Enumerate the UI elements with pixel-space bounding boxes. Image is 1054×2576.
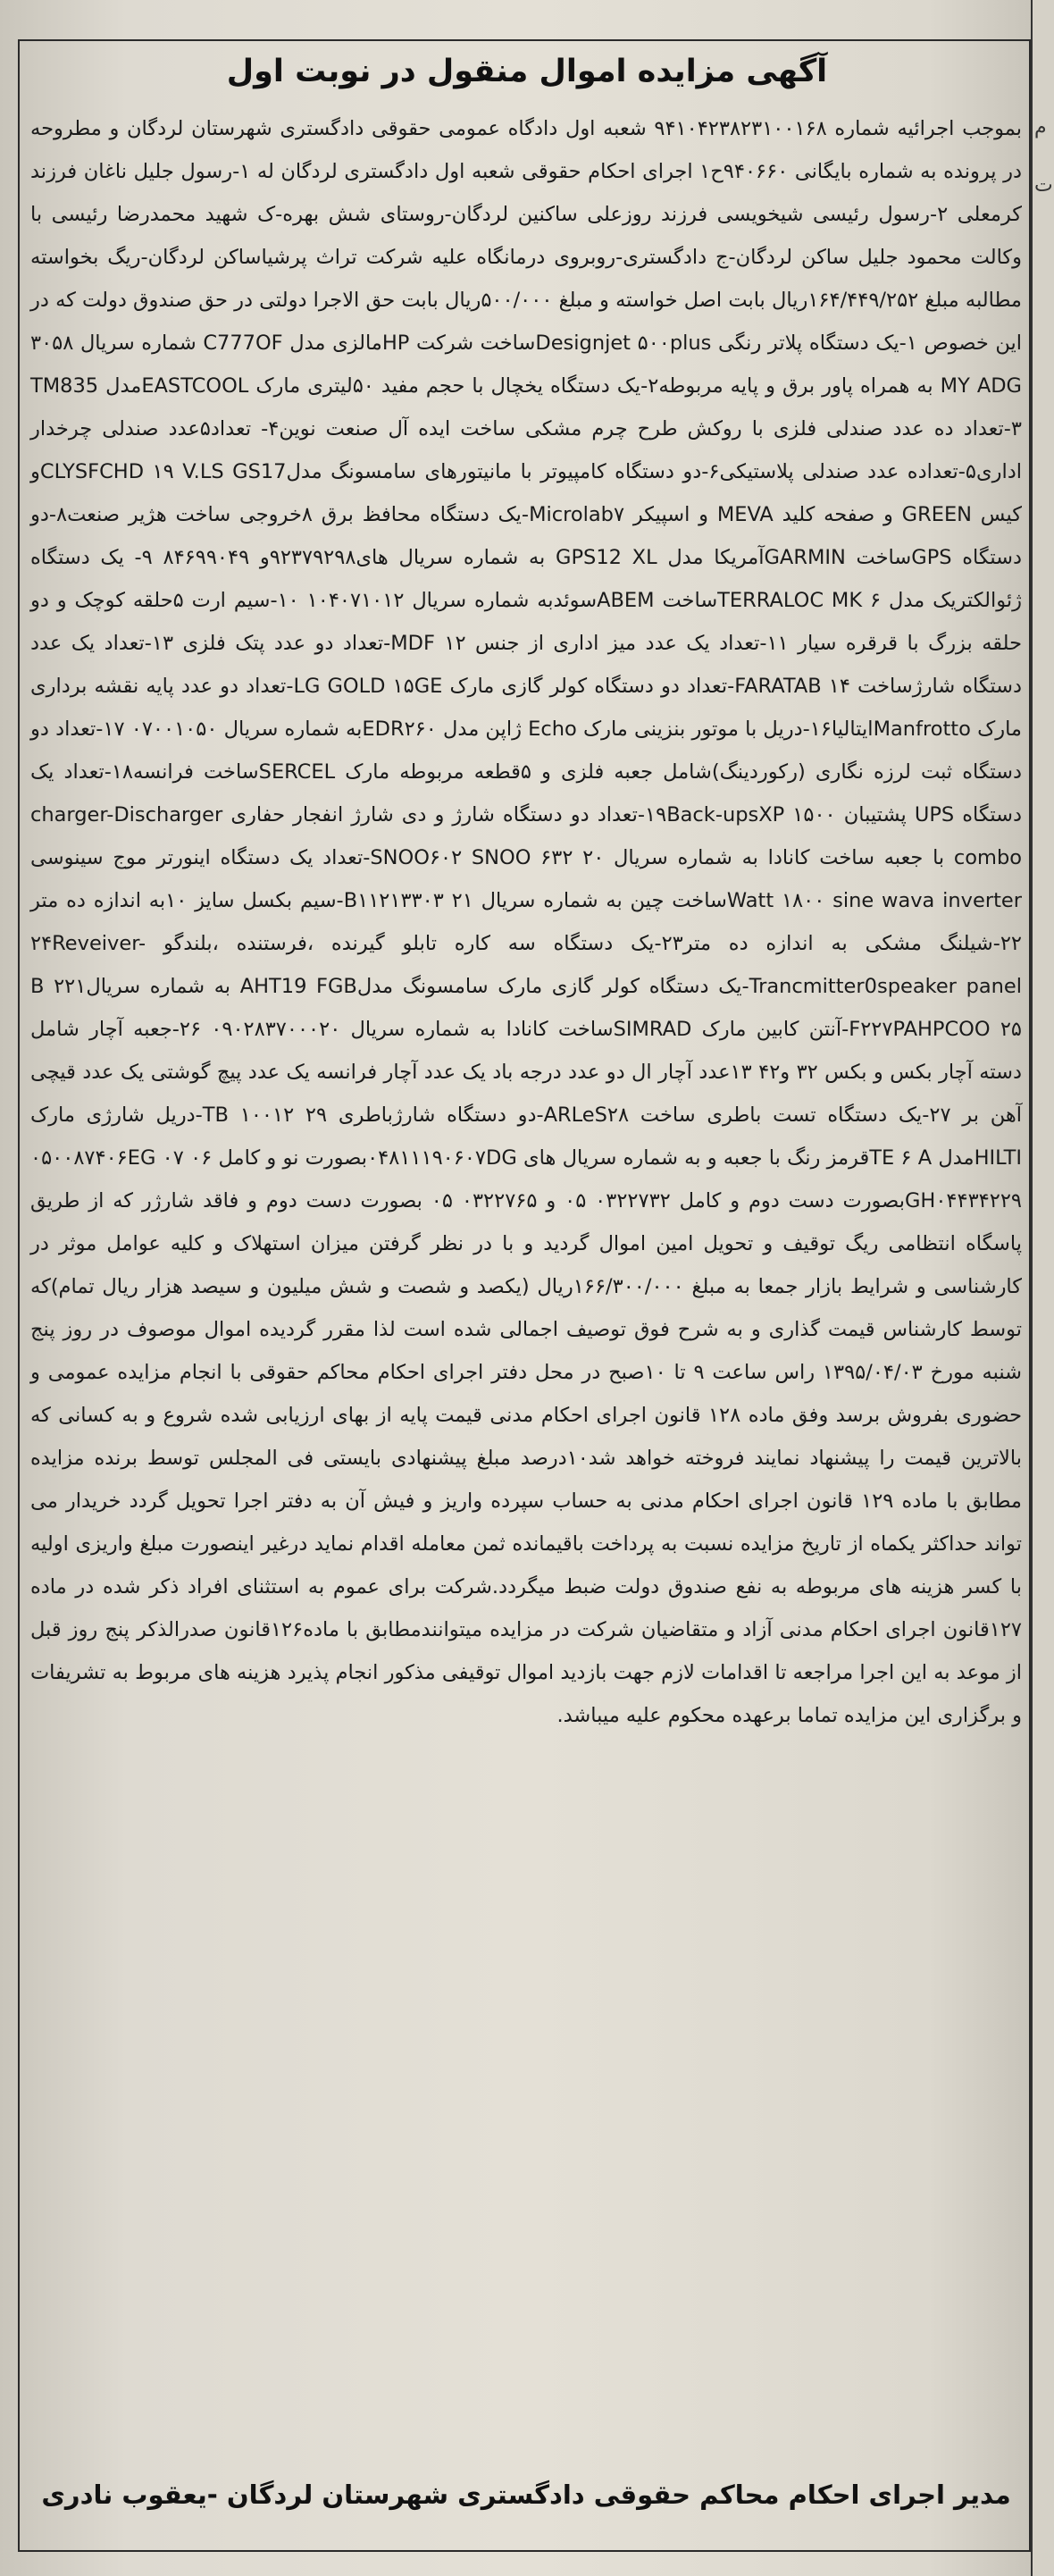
- adjacent-column-text: ت: [1034, 174, 1053, 197]
- adjacent-column-text: م: [1034, 116, 1047, 138]
- adjacent-column-edge: [1031, 0, 1054, 2576]
- notice-title: آگهی مزایده اموال منقول در نوبت اول: [226, 54, 828, 89]
- notice-signature: مدیر اجرای احکام محاکم حقوقی دادگستری شهرستان لردگان -یعقوب نادری: [41, 2480, 1011, 2510]
- notice-body: [30, 107, 1022, 1737]
- notice-body-paragraph: بموجب اجرائیه شماره ۹۴۱۰۴۲۳۸۲۳۱۰۰۱۶۸ شعبه اول دادگاه عمومی حقوقی دادگستری شهرستان لردگان و مطروحه در پرونده به شماره بایگانی ۹۴۰۶۶۰ح۱ اجرای احکام حقوقی شعبه اول دادگستری لردگان له ۱-رسول جلیل ناغان فرزند کرمعلی ۲-رسول رئیسی شیخویسی فرزند روزعلی ساکنین لردگان-روستای شش بهره-ک شهید محمدرضا رئیسی با وکالت محمود جلیل ساکن لردگان-ج دادگستری-روبروی درمانگاه علیه شرکت تراث پرشیاساکن لردگان-ریگ بخواسته مطالبه مبلغ ۱۶۴/۴۴۹/۲۵۲ریال بابت اصل خواسته و مبلغ ۵۰۰/۰۰۰ریال بابت حق الاجرا دولتی در حق صندوق دولت که در این خصوص ۱-یک دستگاه پلاتر رنگی Designjet ۵۰۰plusساخت شرکت HPمالزی مدل C777OF شماره سریال ۳۰۵۸ MY ADG به همراه پاور برق و پایه مربوطه۲-یک دستگاه یخچال با حجم مفید ۵۰لیتری مارک EASTCOOLمدل TM835 ۳-تعداد ده عدد صندلی فلزی با روکش طرح چرم مشکی ساخت ایده آل صنعت نوین۴- تعداد۵عدد صندلی چرخدار اداری۵-تعداده عدد صندلی پلاستیکی۶-دو دستگاه کامپیوتر با مانیتورهای سامسونگ مدلCLYSFCHD ۱۹ V.LS GS17و کیس GREEN و صفحه کلید MEVA و اسپیکر Microlab۷-یک دستگاه محافظ برق ۸خروجی ساخت هژیر صنعت۸-دو دستگاه GPSساخت GARMINآمریکا مدل GPS12 XL به شماره سریال های۹۲۳۷۹۲۹۸و ۸۴۶۹۹۰۴۹ ۹- یک دستگاه ژئوالکتریک مدل ۶ TERRALOC MKساخت ABEMسوئدبه شماره سریال ۱۰۴۰۷۱۰۱۲ ۱۰-سیم ارت ۵حلقه کوچک و دو حلقه بزرگ با قرقره سیار ۱۱-تعداد یک عدد میز اداری از جنس MDF ۱۲-تعداد دو عدد پتک فلزی ۱۳-تعداد یک عدد دستگاه شارژساخت FARATAB ۱۴-تعداد دو دستگاه کولر گازی مارک LG GOLD ۱۵GE-تعداد دو عدد پایه نقشه برداری مارک Manfrottoایتالیا۱۶-دریل با موتور بنزینی مارک Echo ژاپن مدل EDR۲۶۰به شماره سریال ۰۷۰۰۱۰۵۰ ۱۷-تعداد دو دستگاه ثبت لرزه نگاری (رکوردینگ)شامل جعبه فلزی و ۵قطعه مربوطه مارک SERCELساخت فرانسه۱۸-تعداد یک دستگاه UPS پشتیبان ۱۵۰۰ ۱۹Back-upsXP-تعداد دو دستگاه شارژ و دی شارژ انفجار حفاری charger-Discharger combo با جعبه ساخت کانادا به شماره سریال SNOO۶۰۲ SNOO ۶۳۲ ۲۰-تعداد یک دستگاه اینورتر موج سینوسی Watt ۱۸۰۰ sine wava inverterساخت چین به شماره سریال B۱۱۲۱۳۳۰۳ ۲۱-سیم بکسل سایز ۱۰به اندازه ده متر ۲۲-شیلنگ مشکی به اندازه ده متر۲۳-یک دستگاه سه کاره تابلو گیرنده ،فرستنده ،بلندگو ۲۴Reveiver-Trancmitter0speaker panel-یک دستگاه کولر گازی مارک سامسونگ مدلAHT19 FGB به شماره سریالB ۲۲۱ F۲۲۷PAHPCOO ۲۵-آنتن کابین مارک SIMRADساخت کانادا به شماره سریال ۰۹۰۲۸۳۷۰۰۰۲۰ ۲۶-جعبه آچار شامل دسته آچار بکس و بکس ۳۲ و۴۲ ۱۳عدد آچار ال دو عدد درجه باد یک عدد آچار فرانسه یک عدد پیچ گوشتی یک عدد قیچی آهن بر ۲۷-یک دستگاه تست باطری ساخت ARLeS۲۸-دو دستگاه شارژباطری TB ۱۰۰۱۲ ۲۹-دریل شارژی مارک HILTIمدل TE ۶ Aقرمز رنگ با جعبه و به شماره سریال های ۰۴۸۱۱۱۹۰۶۰۷DGبصورت نو و کامل ۰۵۰۰۸۷۴۰۶EG ۰۷ ۰۶ GH۰۴۴۳۴۲۲۹بصورت دست دوم و کامل ۰۳۲۲۷۳۲ ۰۵ و ۰۳۲۲۷۶۵ ۰۵ بصورت دست دوم و فاقد شارژر که از طریق پاسگاه انتظامی ریگ توقیف و تحویل امین اموال گردید و با در نظر گرفتن میزان استهلاک و کلیه عوامل موثر در کارشناسی و شرایط بازار جمعا به مبلغ ۱۶۶/۳۰۰/۰۰۰ریال (یکصد و شصت و شش میلیون و سیصد هزار ریال تمام)که توسط کارشناس قیمت گذاری و به شرح فوق توصیف اجمالی شده است لذا مقرر گردیده اموال موصوف در روز پنج شنبه مورخ ۱۳۹۵/۰۴/۰۳ راس ساعت ۹ تا ۱۰صبح در محل دفتر اجرای احکام محاکم حقوقی با انجام مزایده عمومی و حضوری بفروش برسد وفق ماده ۱۲۸ قانون اجرای احکام مدنی قیمت پایه از بهای ارزیابی شده شروع و به کسانی که بالاترین قیمت را پیشنهاد نمایند فروخته خواهد شد۱۰درصد مبلغ پیشنهادی بایستی فی المجلس توسط برنده مزایده مطابق با ماده ۱۲۹ قانون اجرای احکام مدنی به حساب سپرده واریز و فیش آن به دفتر اجرا تحویل گردد خریدار می تواند حداکثر یکماه از تاریخ مزایده نسبت به پرداخت باقیمانده ثمن معامله اقدام نماید درغیر اینصورت مبلغ واریزی اولیه با کسر هزینه های مربوطه به نفع صندوق دولت ضبط میگردد.شرکت برای عموم به استثنای افراد ذکر شده در ماده ۱۲۷قانون اجرای احکام مدنی آزاد و متقاضیان شرکت در مزایده میتوانندمطابق با ماده۱۲۶قانون صدرالذکر پنج روز قبل از موعد به این اجرا مراجعه تا اقدامات لازم جهت بازدید اموال توقیفی مذکور انجام پذیرد هزینه های مربوط به تشریفات و برگزاری این مزایده تماما برعهده محکوم علیه میباشد.: [30, 117, 1023, 1727]
